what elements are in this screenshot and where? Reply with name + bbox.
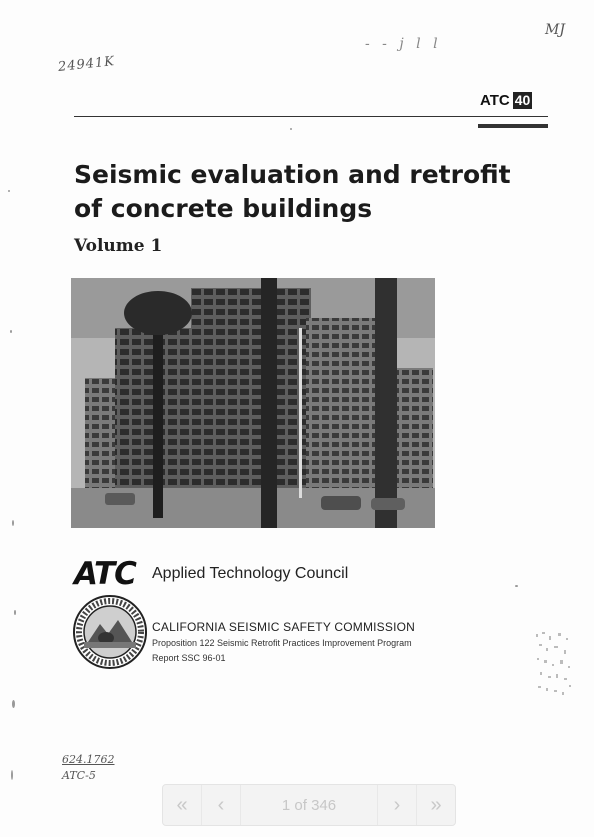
chevron-right-icon: ›: [393, 793, 401, 816]
report-number: Report SSC 96-01: [152, 653, 226, 663]
series-number: 40: [514, 92, 531, 108]
next-page-button[interactable]: [377, 785, 416, 825]
volume-label: Volume 1: [74, 236, 163, 256]
scan-speck: [12, 520, 14, 526]
scan-noise: [534, 630, 574, 700]
handwritten-initials: MJ: [545, 22, 565, 38]
scan-speck: [8, 190, 10, 192]
previous-page-button[interactable]: [202, 785, 241, 825]
handwritten-call-number: [62, 752, 115, 784]
handwritten-id: 24941K: [57, 54, 116, 75]
double-chevron-right-icon: »: [430, 793, 442, 816]
series-label: ATC: [480, 92, 510, 109]
series-mark: [480, 92, 532, 109]
scan-speck: [11, 770, 13, 780]
scan-speck: [515, 585, 518, 587]
publisher-name: Applied Technology Council: [152, 565, 349, 582]
header-rule: [74, 116, 548, 117]
commission-program: Proposition 122 Seismic Retrofit Practices Improvement Program: [152, 638, 412, 648]
call-number-line: ATC-5: [62, 769, 96, 782]
state-seal-icon: [72, 594, 148, 670]
scan-speck: [12, 700, 15, 708]
page-count: 1 of 346: [281, 796, 337, 814]
scan-speck: [10, 330, 12, 333]
header-rule-bar: [478, 124, 548, 128]
call-number-line: 624.1762: [62, 753, 115, 766]
report-title: Seismic evaluation and retrofit of concrete buildings: [74, 160, 511, 223]
chevron-left-icon: ‹: [217, 793, 225, 816]
double-chevron-left-icon: «: [176, 793, 188, 816]
page-navigator: [162, 784, 456, 826]
commission-name: CALIFORNIA SEISMIC SAFETY COMMISSION: [152, 620, 416, 634]
atc-logo: ATC: [74, 556, 136, 592]
handwritten-scribble: - - j l l: [365, 36, 442, 52]
scan-speck: [290, 128, 292, 130]
building-photo-image: [71, 278, 435, 528]
first-page-button[interactable]: [163, 785, 202, 825]
scan-speck: [14, 610, 16, 615]
cover-photo: [71, 278, 435, 528]
last-page-button[interactable]: [416, 785, 455, 825]
